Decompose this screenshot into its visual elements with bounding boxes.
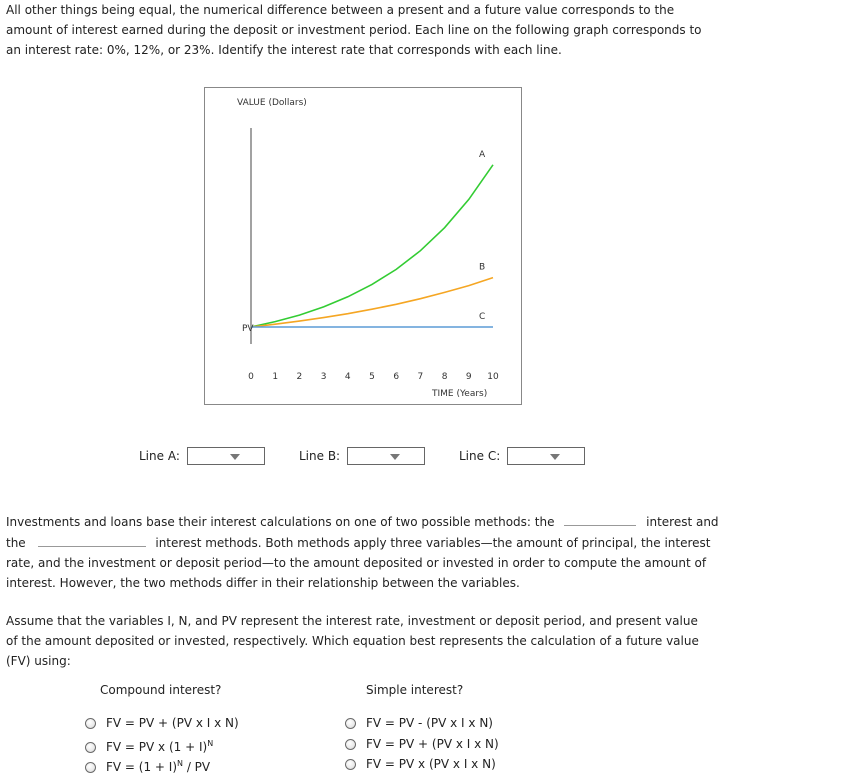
assume-line-1: Assume that the variables I, N, and PV represent the interest rate, investment or deposit period, and present value <box>6 614 698 628</box>
chevron-down-icon <box>390 454 400 460</box>
simple-option-3[interactable] <box>345 756 496 772</box>
line-a-dropdown[interactable] <box>187 447 265 465</box>
x-tick-label: 0 <box>248 372 254 382</box>
radio-button[interactable] <box>345 739 356 750</box>
interest-graph <box>204 87 522 405</box>
x-tick-label: 9 <box>465 372 472 382</box>
pv-label: PV <box>242 324 254 334</box>
first-method-blank[interactable] <box>564 511 636 526</box>
methods-line-4: interest. However, the two methods differ in their relationship between the variables. <box>6 576 520 590</box>
radio-button[interactable] <box>85 762 96 773</box>
series-label-c: C <box>479 312 486 322</box>
series-group <box>251 150 493 327</box>
exponent-n: N <box>177 759 183 768</box>
methods-line-3: rate, and the investment or deposit period—to the amount deposited or invested in order to compute the amount of <box>6 556 707 570</box>
methods-line-1-b: interest and <box>646 515 719 529</box>
compound-option-1[interactable] <box>85 715 239 731</box>
methods-line-2-b: interest methods. Both methods apply three variables—the amount of principal, the interest <box>155 536 711 550</box>
compound-option-3[interactable] <box>85 756 210 772</box>
second-method-blank[interactable] <box>38 532 146 547</box>
series-line-a <box>251 165 493 327</box>
radio-button[interactable] <box>345 718 356 729</box>
line-b-label: Line B: <box>299 449 341 463</box>
x-tick-label: 4 <box>344 372 351 382</box>
assume-line-3: (FV) using: <box>6 654 71 668</box>
intro-line-2: amount of interest earned during the deposit or investment period. Each line on the following graph corresponds to <box>6 23 702 37</box>
radio-button[interactable] <box>85 718 96 729</box>
x-tick-label: 2 <box>296 372 303 382</box>
simple-option-3-text: FV = PV x (PV x I x N) <box>366 757 496 771</box>
methods-line-1 <box>6 511 726 532</box>
y-axis-label: VALUE (Dollars) <box>237 98 307 108</box>
methods-line-2-a: the <box>6 536 26 550</box>
simple-option-1[interactable] <box>345 715 493 731</box>
methods-paragraph <box>6 511 726 593</box>
simple-option-2-text: FV = PV + (PV x I x N) <box>366 737 499 751</box>
x-axis-label: TIME (Years) <box>432 389 488 399</box>
x-tick-label: 10 <box>487 372 499 382</box>
x-tick-label: 7 <box>417 372 424 382</box>
hidden-tail: / PV <box>186 760 211 774</box>
compound-option-2[interactable] <box>85 736 213 752</box>
intro-line-1: All other things being equal, the numerical difference between a present and a future value corresponds to the <box>6 3 675 17</box>
x-tick-label: 3 <box>320 372 327 382</box>
compound-option-3-text: FV = (1 + I) <box>106 760 178 774</box>
intro-paragraph <box>6 0 702 60</box>
chart-svg <box>205 88 523 406</box>
x-tick-label: 5 <box>369 372 375 382</box>
x-tick-label: 8 <box>441 372 448 382</box>
x-tick-label: 6 <box>393 372 400 382</box>
radio-button[interactable] <box>85 742 96 753</box>
line-c-label: Line C: <box>459 449 501 463</box>
methods-line-1-a: Investments and loans base their interest calculations on one of two possible methods: the <box>6 515 555 529</box>
assume-line-2: of the amount deposited or invested, respectively. Which equation best represents the calculation of a future value <box>6 634 699 648</box>
chevron-down-icon <box>550 454 560 460</box>
exponent-n: N <box>207 739 214 748</box>
radio-button[interactable] <box>345 759 356 770</box>
simple-heading: Simple interest? <box>366 683 464 697</box>
line-a-label: Line A: <box>139 449 180 463</box>
line-c-dropdown[interactable] <box>507 447 585 465</box>
chevron-down-icon <box>230 454 240 460</box>
simple-option-2[interactable] <box>345 736 499 752</box>
methods-line-2 <box>6 532 726 553</box>
compound-heading: Compound interest? <box>100 683 222 697</box>
series-label-b: B <box>479 262 486 273</box>
intro-line-3: an interest rate: 0%, 12%, or 23%. Identify the interest rate that corresponds with each line. <box>6 43 562 57</box>
compound-option-1-text: FV = PV + (PV x I x N) <box>106 716 239 730</box>
simple-option-1-text: FV = PV - (PV x I x N) <box>366 716 493 730</box>
compound-option-2-text: FV = PV x (1 + I) <box>106 740 208 754</box>
x-tick-labels <box>248 372 499 382</box>
x-tick-label: 1 <box>272 372 279 382</box>
line-b-dropdown[interactable] <box>347 447 425 465</box>
series-label-a: A <box>479 149 486 160</box>
assume-paragraph <box>6 611 699 671</box>
